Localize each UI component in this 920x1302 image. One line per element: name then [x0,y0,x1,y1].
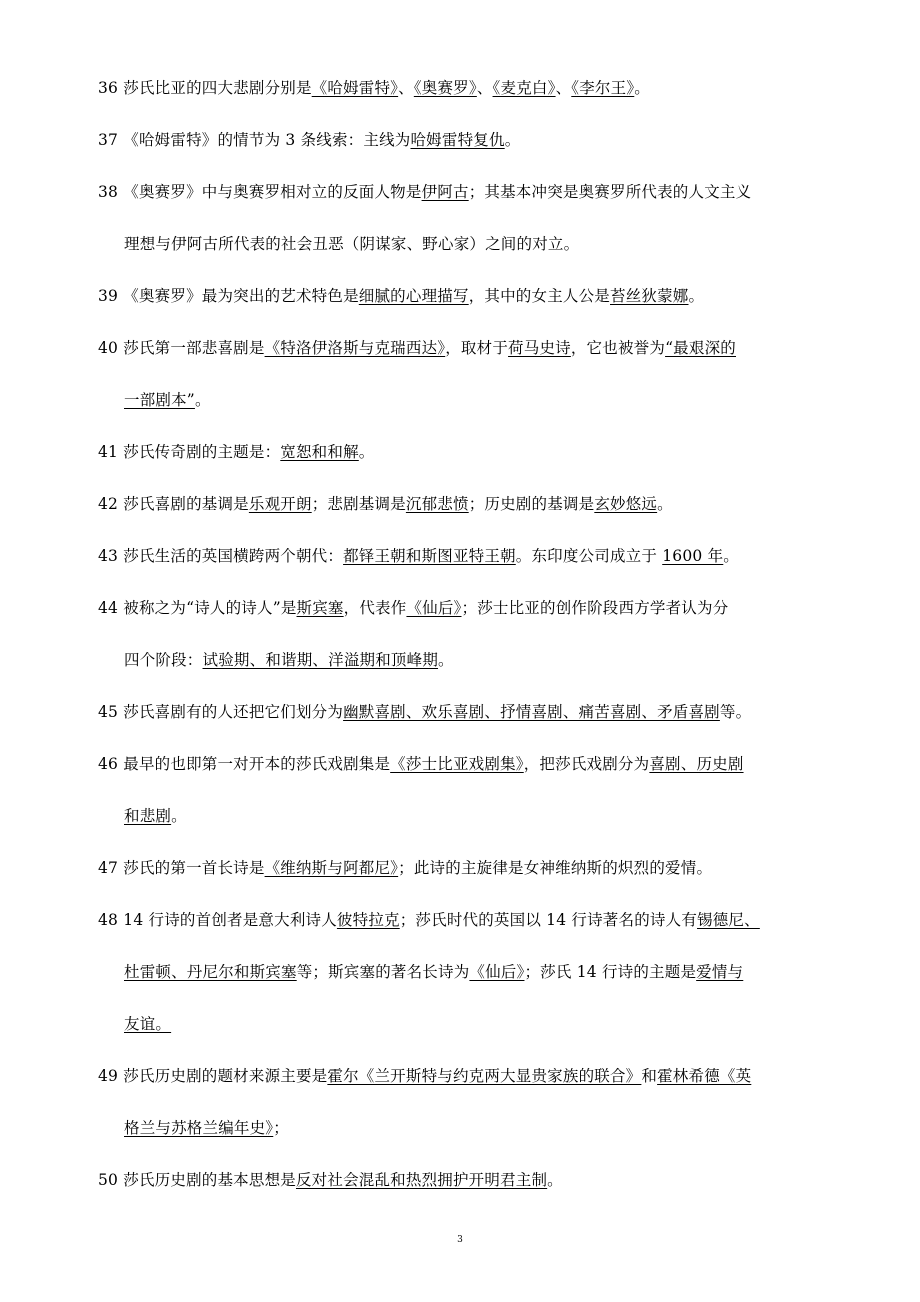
question-text: ；莎士比亚的创作阶段西方学者认为分 [461,599,729,617]
question-item [98,1050,838,1102]
question-text: ；莎氏 14 行诗的主题是 [524,963,697,981]
question-text: 最早的也即第一对开本的莎氏戏剧集是 [123,755,391,773]
question-text: ；其基本冲突是奥赛罗所代表的人文主义 [468,183,752,201]
question-continuation [124,790,864,842]
question-text: 莎氏第一部悲喜剧是 [123,339,265,357]
question-number: 45 [98,703,119,721]
answer-text: 荷马史诗 [508,339,571,357]
answer-text: 幽默喜剧、欢乐喜剧、抒情喜剧、痛苦喜剧、矛盾喜剧 [343,703,720,721]
question-text: 理想与伊阿古所代表的社会丑恶（阴谋家、野心家）之间的对立。 [124,235,580,253]
question-text: ； [273,1119,289,1137]
question-text: 莎氏历史剧的题材来源主要是 [123,1067,328,1085]
question-number: 39 [98,287,119,305]
question-number: 47 [98,859,119,877]
question-text: 、 [555,79,572,97]
answer-text: 宽恕和和解 [280,443,359,461]
answer-text: 和悲剧 [124,807,172,825]
question-text: ，其中的女主人公是 [468,287,610,305]
answer-text: 彼特拉克 [336,911,400,929]
question-text: 14 行诗的首创者是意大利诗人 [123,911,337,929]
question-item [98,1154,838,1206]
question-item [98,62,838,114]
question-number: 40 [98,339,119,357]
question-text: 。 [438,651,454,669]
question-text: 。 [171,807,187,825]
answer-text: 1600 年 [662,547,724,565]
answer-text: 《特洛伊洛斯与克瑞西达》 [264,339,446,357]
question-text: 。 [504,131,521,149]
question-number: 49 [98,1067,119,1085]
question-text: 。 [723,547,739,565]
answer-text: 霍尔《兰开斯特与约克两大显贵家族的联合》 [327,1067,642,1085]
question-text: 莎氏的第一首长诗是 [123,859,265,877]
answer-text: 《仙后》 [469,963,525,981]
question-number: 50 [98,1171,119,1189]
question-text: 。 [657,495,673,513]
question-text: ，把莎氏戏剧分为 [523,755,650,773]
answer-text: 伊阿古 [421,183,469,201]
answer-text: 都铎王朝和斯图亚特王朝 [343,547,516,565]
page-number: 3 [457,1235,463,1245]
question-text: ，代表作 [343,599,407,617]
question-item [98,738,838,790]
question-text: 四个阶段： [124,651,203,669]
question-text: 《奥赛罗》最为突出的艺术特色是 [123,287,359,305]
question-text: 、 [398,79,414,97]
answer-text: 哈姆雷特复仇 [410,131,505,149]
question-continuation [124,1102,864,1154]
question-continuation [124,374,864,426]
question-text: ；历史剧的基调是 [468,495,595,513]
question-text: 莎氏生活的英国横跨两个朝代： [123,547,344,565]
answer-text: 一部剧本” [124,391,195,409]
question-text: ；悲剧基调是 [311,495,406,513]
answer-text: 喜剧、历史剧 [649,755,744,773]
answer-text: 《仙后》 [406,599,462,617]
answer-text: 《麦克白》 [492,79,556,97]
question-text: 莎氏历史剧的基本思想是 [123,1171,296,1189]
question-continuation [124,998,864,1050]
answer-text: 试验期、和谐期、洋溢期和顶峰期 [202,651,439,669]
question-text: 莎氏比亚的四大悲剧分别是 [123,79,312,97]
question-text: ，取材于 [445,339,509,357]
question-number: 41 [98,443,119,461]
question-number: 37 [98,131,119,149]
question-text: 莎氏喜剧有的人还把它们划分为 [123,703,344,721]
question-item [98,842,838,894]
answer-text: 反对社会混乱和热烈拥护开明君主制 [295,1171,548,1189]
question-text: 、 [476,79,493,97]
answer-text: 《维纳斯与阿都尼》 [264,859,399,877]
question-text: 。东印度公司成立于 [515,547,663,565]
answer-text: 《李尔王》 [571,79,635,97]
question-text: 。 [358,443,375,461]
question-item [98,270,838,322]
question-text: 《哈姆雷特》的情节为 3 条线索：主线为 [123,131,411,149]
question-item [98,478,838,530]
question-item [98,426,838,478]
question-text: 。 [634,79,650,97]
question-continuation [124,218,864,270]
question-item [98,322,838,374]
answer-text: 格兰与苏格兰编年史》 [124,1119,274,1137]
answer-text: “最艰深的 [665,339,736,357]
answer-text: 苔丝狄蒙娜 [610,287,689,305]
answer-text: 杜雷顿、丹尼尔和斯宾塞 [124,963,297,981]
question-text: 和 [641,1067,658,1085]
answer-text: 锡德尼、 [697,911,760,929]
answer-text: 《奥赛罗》 [413,79,477,97]
question-item [98,686,838,738]
answer-text: 沉郁悲愤 [405,495,469,513]
question-text: ，它也被誉为 [570,339,666,357]
question-item [98,114,838,166]
question-number: 46 [98,755,119,773]
question-number: 36 [98,79,119,97]
question-item [98,530,838,582]
answer-text: 爱情与 [696,963,744,981]
question-text: 莎氏喜剧的基调是 [123,495,249,513]
question-text: ；莎氏时代的英国以 14 行诗著名的诗人有 [399,911,698,929]
answer-text: 乐观开朗 [248,495,312,513]
question-number: 43 [98,547,119,565]
question-text: 等；斯宾塞的著名长诗为 [296,963,470,981]
question-number: 44 [98,599,119,617]
question-continuation [124,946,864,998]
question-number: 42 [98,495,119,513]
question-item [98,582,838,634]
question-text: 。 [194,391,211,409]
question-continuation [124,634,864,686]
answer-text: 斯宾塞 [296,599,344,617]
answer-text: 《莎士比亚戏剧集》 [390,755,524,773]
question-text: ；此诗的主旋律是女神维纳斯的炽烈的爱情。 [398,859,713,877]
answer-text: 玄妙悠远 [594,495,658,513]
question-text: 被称之为“诗人的诗人”是 [123,599,297,617]
answer-text: 《哈姆雷特》 [311,79,399,97]
answer-text: 细腻的心理描写 [358,287,469,305]
answer-text: 霍林希德《英 [657,1067,752,1085]
question-number: 38 [98,183,119,201]
question-text: 《奥赛罗》中与奥赛罗相对立的反面人物是 [123,183,422,201]
question-text: 等。 [719,703,752,721]
question-item [98,894,838,946]
question-text: 莎氏传奇剧的主题是： [123,443,281,461]
question-number: 48 [98,911,119,929]
question-text: 。 [547,1171,563,1189]
question-text: 。 [688,287,705,305]
question-item [98,166,838,218]
answer-text: 友谊。 [124,1015,172,1033]
